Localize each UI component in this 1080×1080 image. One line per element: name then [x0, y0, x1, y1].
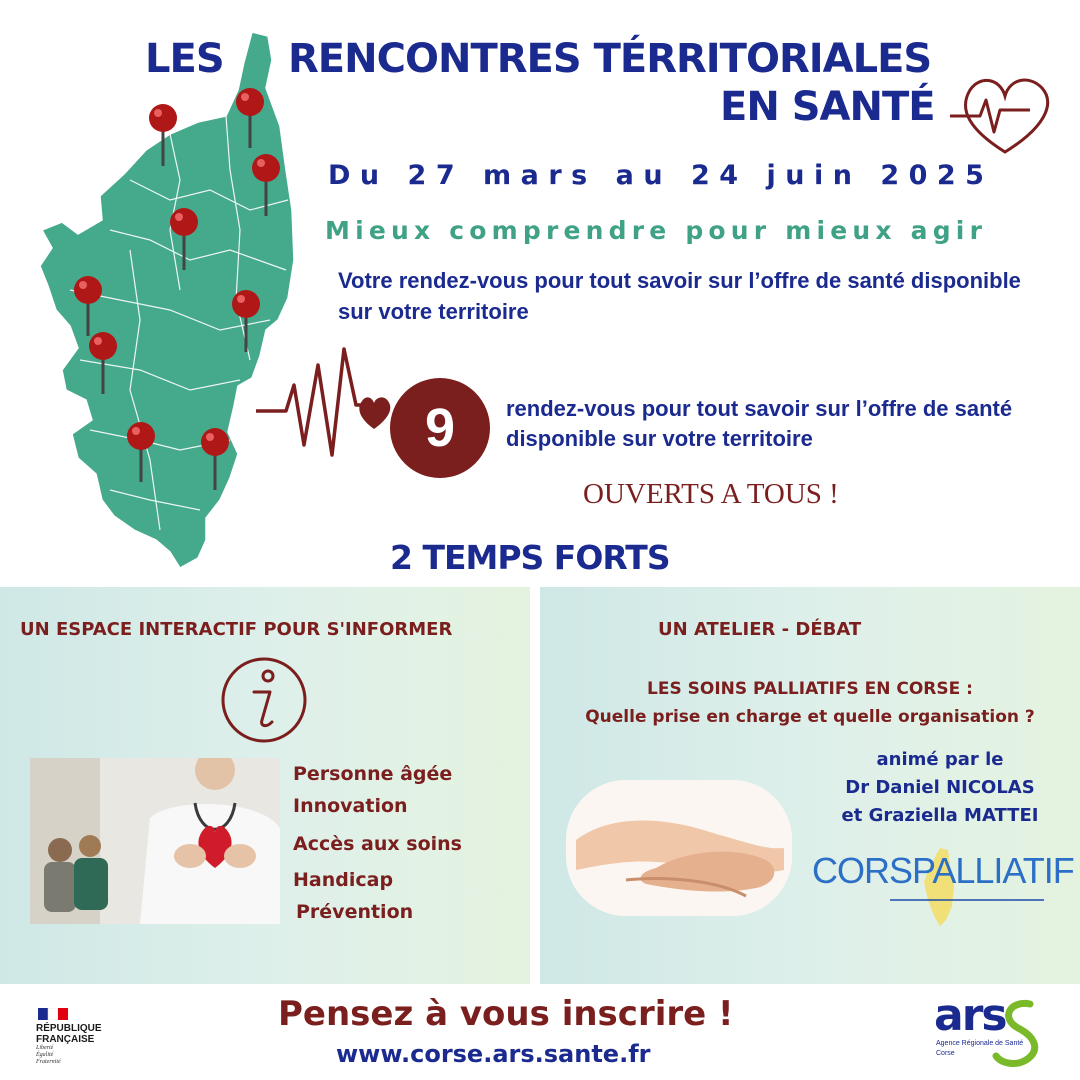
topic-item: Handicap — [293, 869, 394, 891]
rf-motto3: Fraternité — [36, 1059, 61, 1065]
ars-logo — [930, 990, 1060, 1070]
topic-item: Accès aux soins — [293, 833, 462, 855]
corsica-map — [30, 30, 310, 575]
ars-subtitle: Agence Régionale de Santé — [936, 1040, 1024, 1047]
title-en-sante: EN SANTÉ — [720, 84, 935, 130]
hands-photo — [566, 780, 792, 916]
workshop-title-line2: Quelle prise en charge et quelle organisation ? — [585, 707, 1035, 727]
ecg-heart-icon — [256, 345, 396, 465]
open-to-all: OUVERTS A TOUS ! — [583, 478, 839, 510]
ars-logo-text: ars — [934, 990, 1006, 1041]
rf-line1: RÉPUBLIQUE — [36, 1023, 102, 1034]
corspalliatif-logo — [812, 846, 1074, 926]
info-icon — [220, 656, 308, 744]
title-les: LES — [145, 36, 224, 82]
left-panel-heading: UN ESPACE INTERACTIF POUR S'INFORMER — [20, 619, 453, 640]
rf-line2: FRANÇAISE — [36, 1034, 95, 1045]
section-title: 2 TEMPS FORTS — [390, 538, 670, 577]
heart-ecg-icon — [950, 70, 1060, 160]
title-main: RENCONTRES TÉRRITORIALES — [288, 36, 932, 82]
event-dates: Du 27 mars au 24 juin 2025 — [328, 160, 994, 191]
moderators-intro: animé par le — [876, 749, 1004, 770]
workshop-title — [560, 675, 1060, 731]
rendezvous-count-badge: 9 — [390, 378, 490, 478]
ars-region: Corse — [936, 1050, 955, 1057]
rf-motto2: Égalité — [36, 1052, 54, 1058]
right-panel-heading: UN ATELIER - DÉBAT — [658, 619, 862, 640]
rendezvous-count-text: rendez-vous pour tout savoir sur l’offre de santé disponible sur votre territoire — [506, 396, 1013, 451]
topic-item: Personne âgée — [293, 763, 453, 785]
moderator-2: et Graziella MATTEI — [841, 805, 1039, 826]
moderator-1: Dr Daniel NICOLAS — [845, 777, 1035, 798]
topic-item: Prévention — [296, 901, 414, 923]
rf-motto1: Liberté — [36, 1045, 54, 1051]
tagline: Mieux comprendre pour mieux agir — [325, 216, 988, 245]
register-cta: Pensez à vous inscrire ! — [278, 994, 734, 1034]
corspalliatif-logo-text: CORSPALLIATIF — [812, 850, 1074, 891]
french-flag-icon — [38, 1008, 68, 1020]
topic-item: Innovation — [293, 795, 408, 817]
doctor-photo — [30, 758, 280, 924]
website-link[interactable]: www.corse.ars.sante.fr — [336, 1040, 651, 1068]
workshop-title-line1: LES SOINS PALLIATIFS EN CORSE : — [647, 679, 973, 699]
republique-francaise-logo — [36, 1008, 126, 1074]
moderators — [810, 746, 1070, 830]
intro-text: Votre rendez-vous pour tout savoir sur l’offre de santé disponible sur votre territoire — [338, 268, 1021, 324]
